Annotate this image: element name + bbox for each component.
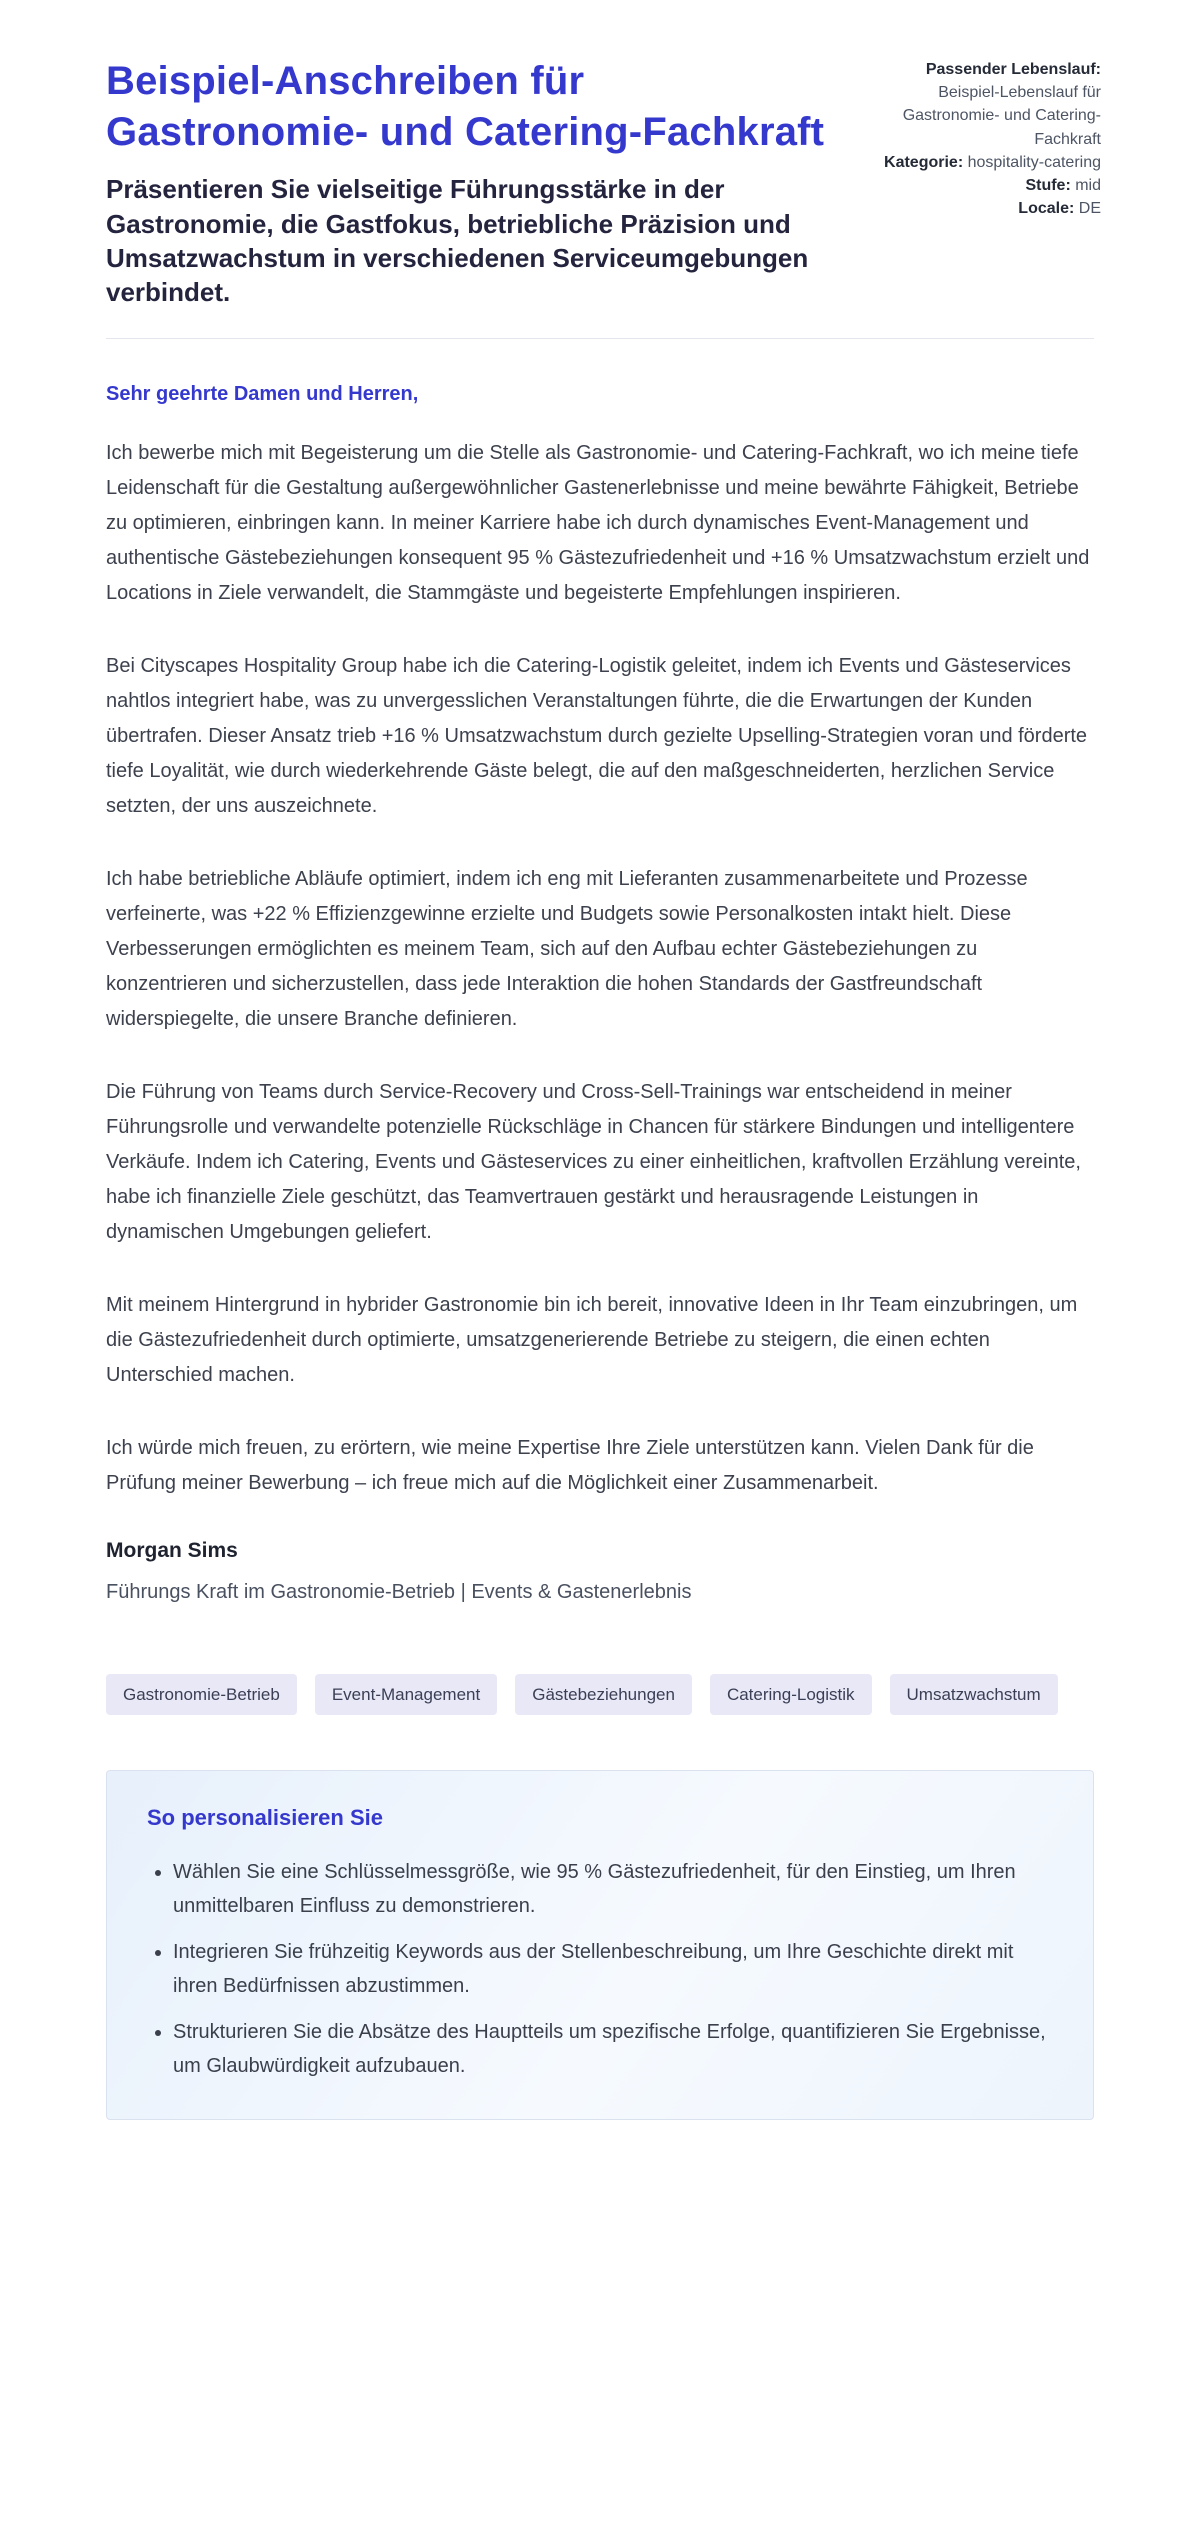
meta-item-category	[876, 151, 1101, 174]
tag-chip-catering-logistik[interactable]: Catering-Logistik	[710, 1674, 872, 1715]
letter-paragraph: Ich habe betriebliche Abläufe optimiert, indem ich eng mit Lieferanten zusammenarbeitete und Prozesse verfeinerte, was +22 % Effizienzgewinne erzielte und Budgets sowie Personalkosten intakt hielt. Diese Verbesserungen ermöglichten es meinem Team, sich auf den Aufbau echter Gästebeziehungen zu konzentrieren und sicherzustellen, dass jede Interaktion die hohen Standards der Gastfreundschaft widerspiegelte, die unsere Branche definieren.	[106, 867, 1028, 1030]
tag-chip-gaestebeziehungen[interactable]: Gästebeziehungen	[515, 1674, 692, 1715]
page-title: Beispiel-Anschreiben für Gastronomie- und Catering-Fachkraft	[106, 59, 825, 155]
cover-letter	[106, 383, 1094, 1604]
meta-item-matching-resume	[876, 58, 1101, 151]
letter-paragraph: Ich würde mich freuen, zu erörtern, wie meine Expertise Ihre Ziele unterstützen kann. Vielen Dank für die Prüfung meiner Bewerbung – ich freue mich auf die Möglichkeit einer Zusammenarbeit.	[106, 1436, 1034, 1494]
salutation: Sehr geehrte Damen und Herren,	[106, 382, 419, 405]
personalization-callout	[106, 1770, 1094, 2120]
meta-panel	[876, 56, 1101, 220]
page-subtitle: Präsentieren Sie vielseitige Führungsstärke in der Gastronomie, die Gastfokus, betriebliche Präzision und Umsatzwachstum in verschiedenen Serviceumgebungen verbindet.	[106, 174, 809, 308]
tag-chip-gastronomie-betrieb[interactable]: Gastronomie-Betrieb	[106, 1674, 297, 1715]
tag-chip-umsatzwachstum[interactable]: Umsatzwachstum	[890, 1674, 1058, 1715]
meta-value: DE	[1078, 200, 1101, 218]
letter-paragraph: Ich bewerbe mich mit Begeisterung um die Stelle als Gastronomie- und Catering-Fachkraft, wo ich meine tiefe Leidenschaft für die Gestaltung außergewöhnlicher Gastenerlebnisse und meine bewährte Fähigkeit, Betriebe zu optimieren, einbringen kann. In meiner Karriere habe ich durch dynamisches Event-Management und authentische Gästebeziehungen konsequent 95 % Gästezufriedenheit und +16 % Umsatzwachstum erzielt und Locations in Ziele verwandelt, die Stammgäste und begeisterte Empfehlungen inspirieren.	[106, 441, 1090, 604]
letter-paragraph: Mit meinem Hintergrund in hybrider Gastronomie bin ich bereit, innovative Ideen in Ihr Team einzubringen, um die Gästezufriedenheit durch optimierte, umsatzgenerierende Betriebe zu steigern, die einen echten Unterschied machen.	[106, 1293, 1078, 1386]
tag-chip-event-management[interactable]: Event-Management	[315, 1674, 497, 1715]
meta-item-level	[876, 174, 1101, 197]
signature-block	[106, 1539, 1094, 1604]
meta-label: Stufe:	[1025, 176, 1071, 194]
header-divider	[106, 338, 1094, 339]
callout-bullet-list	[147, 1855, 1053, 2083]
callout-bullet: • Strukturieren Sie die Absätze des Hauptteils um spezifische Erfolge, quantifizieren Sie Ergebnisse, um Glaubwürdigkeit aufzubauen.	[173, 2015, 1053, 2083]
meta-value: Beispiel-Lebenslauf für Gastronomie- und Catering-Fachkraft	[902, 84, 1101, 148]
callout-title: So personalisieren Sie	[147, 1804, 383, 1830]
signature-name: Morgan Sims	[106, 1538, 238, 1562]
meta-label: Kategorie:	[884, 153, 964, 171]
meta-item-locale	[876, 197, 1101, 220]
header-title-block	[106, 56, 836, 310]
meta-label: Passender Lebenslauf:	[925, 61, 1101, 78]
letter-paragraph: Bei Cityscapes Hospitality Group habe ich die Catering-Logistik geleitet, indem ich Events und Gästeservices nahtlos integriert habe, was zu unvergesslichen Veranstaltungen führte, die die Erwartungen der Kunden übertrafen. Dieser Ansatz trieb +16 % Umsatzwachstum durch gezielte Upselling-Strategien voran und förderte tiefe Loyalität, wie durch wiederkehrende Gäste belegt, die auf den maßgeschneiderten, herzlichen Service setzten, der uns auszeichnete.	[106, 654, 1088, 817]
letter-paragraph: Die Führung von Teams durch Service-Recovery und Cross-Sell-Trainings war entscheidend in meiner Führungsrolle und verwandelte potenzielle Rückschläge in Chancen für stärkere Bindungen und intelligentere Verkäufe. Indem ich Catering, Events und Gästeservices zu einer einheitlichen, kraftvollen Erzählung vereinte, habe ich finanzielle Ziele geschützt, das Teamvertrauen gestärkt und herausragende Leistungen in dynamischen Umgebungen geliefert.	[106, 1080, 1081, 1243]
callout-bullet: • Wählen Sie eine Schlüsselmessgröße, wie 95 % Gästezufriedenheit, für den Einstieg, um Ihren unmittelbaren Einfluss zu demonstrieren.	[173, 1855, 1053, 1923]
meta-value: hospitality-catering	[967, 153, 1101, 171]
signature-title: Führungs Kraft im Gastronomie-Betrieb | Events & Gastenerlebnis	[106, 1580, 692, 1603]
page-header	[106, 56, 1101, 310]
meta-value: mid	[1075, 176, 1101, 194]
meta-label: Locale:	[1018, 200, 1075, 218]
callout-bullet: • Integrieren Sie frühzeitig Keywords aus der Stellenbeschreibung, um Ihre Geschichte direkt mit ihren Bedürfnissen abzustimmen.	[173, 1935, 1053, 2003]
tag-list	[106, 1674, 1094, 1715]
